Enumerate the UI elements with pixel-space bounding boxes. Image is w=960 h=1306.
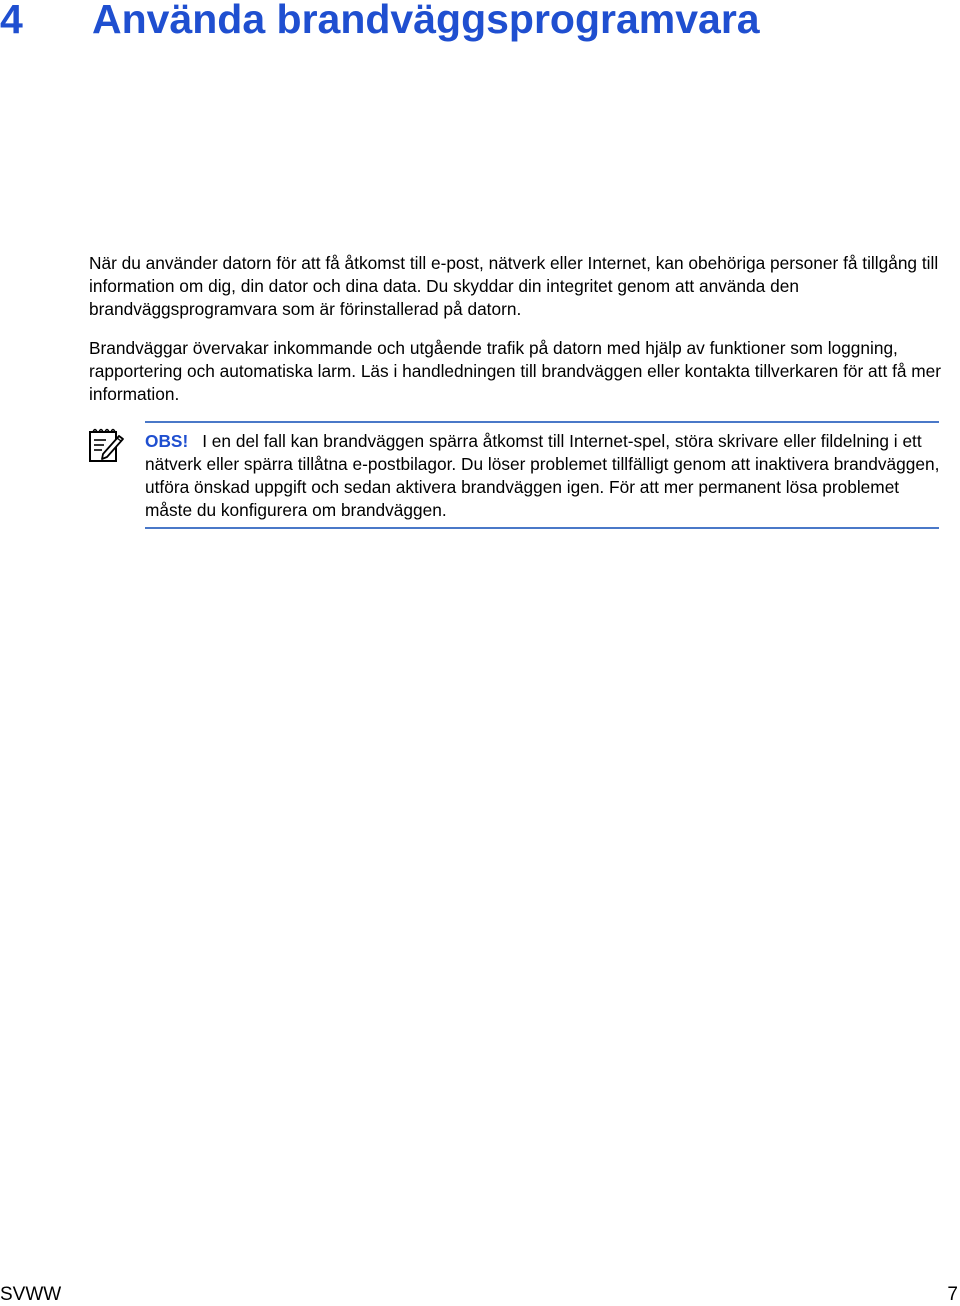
footer-doc-code: SVWW: [0, 1284, 62, 1305]
chapter-number: 4: [0, 0, 23, 42]
chapter-title: Använda brandväggsprogramvara: [92, 0, 760, 42]
intro-paragraph: När du använder datorn för att få åtkomst till e-post, nätverk eller Internet, kan obehöriga personer få tillgång till information om dig, din dator och dina data. Du skyddar din integritet genom att använda den brandväggsprogramvara som är förinstallerad på datorn.: [89, 253, 939, 319]
firewall-paragraph: Brandväggar övervakar inkommande och utgående trafik på datorn med hjälp av funktioner som loggning, rapportering och automatiska larm. Läs i handledningen till brandväggen eller kontakta tillverkaren för att få mer information.: [89, 338, 942, 404]
note-top-divider: [145, 421, 939, 423]
chapter-heading: [0, 0, 760, 44]
note-bottom-divider: [145, 527, 939, 529]
note-body: [145, 430, 945, 522]
note-text: I en del fall kan brandväggen spärra åtkomst till Internet-spel, störa skrivare eller fildelning i ett nätverk eller spärra tillåtna e-postbilagor. Du löser problemet tillfälligt genom att inaktivera brandväggen, utföra önskad uppgift och sedan aktivera brandväggen igen. För att mer permanent lösa problemet måste du konfigurera om brandväggen.: [145, 431, 940, 520]
note-label: OBS!: [145, 431, 189, 451]
footer-page-number: 7: [947, 1284, 958, 1305]
note-pad-icon: [86, 424, 126, 464]
